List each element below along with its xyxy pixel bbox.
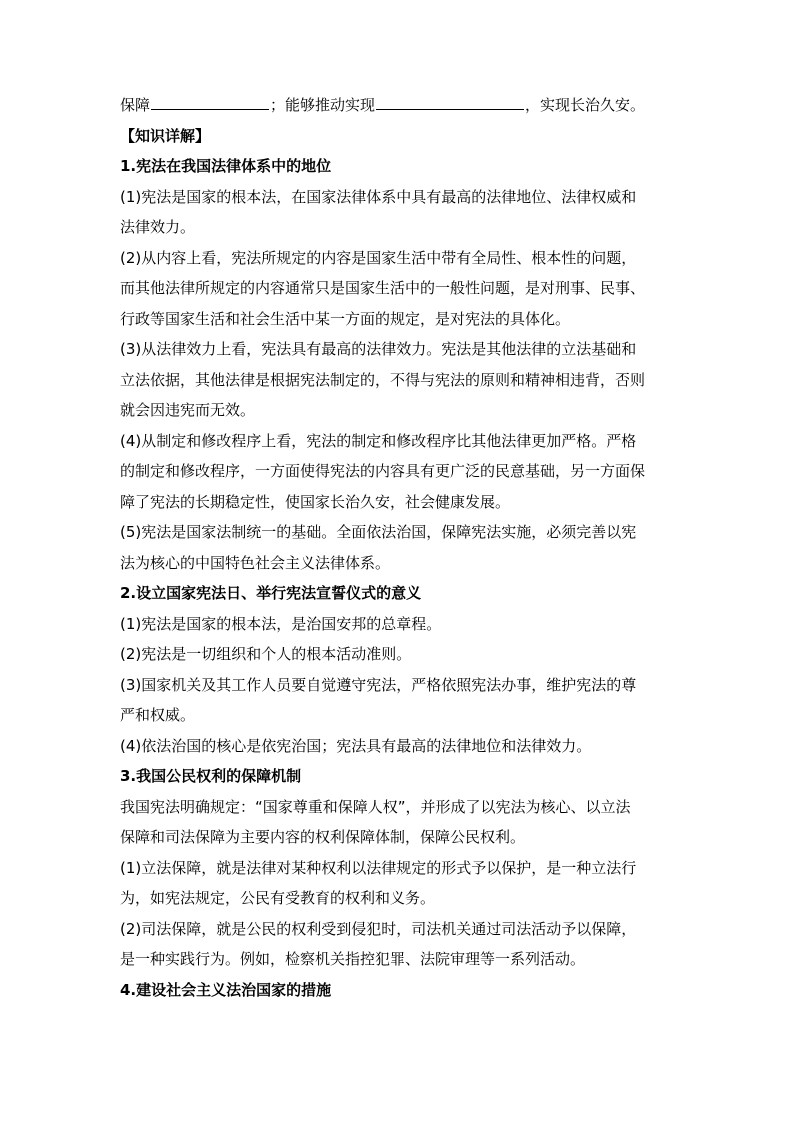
section-2-line: (1)宪法是国家的根本法，是治国安邦的总章程。 (120, 614, 442, 633)
section-3-line: 我国宪法明确规定：“国家尊重和保障人权”，并形成了以宪法为核心、以立法 (120, 797, 631, 816)
section-2-line: (4)依法治国的核心是依宪治国；宪法具有最高的法律地位和法律效力。 (120, 736, 592, 755)
section-1-line: (5)宪法是国家法制统一的基础。全面依法治国，保障宪法实施，必须完善以宪 (120, 523, 637, 541)
section-3-title: 3.我国公民权利的保障机制 (120, 767, 302, 785)
section-4-title: 4.建设社会主义法治国家的措施 (120, 980, 332, 999)
section-3-line: (2)司法保障，就是公民的权利受到侵犯时，司法机关通过司法活动予以保障， (120, 919, 637, 938)
section-1-line: (1)宪法是国家的根本法，在国家法律体系中具有最高的法律地位、法律权威和 (120, 187, 637, 206)
fill-blank-1 (151, 95, 269, 110)
section-2-line: (2)宪法是一切组织和个人的根本活动准则。 (120, 645, 412, 663)
section-3-line: 为，如宪法规定，公民有受教育的权利和义务。 (120, 889, 436, 907)
section-3-line: 是一种实践行为。例如，检察机关指控犯罪、法院审理等一系列活动。 (120, 950, 586, 968)
section-1-line: 就会因违宪而无效。 (120, 401, 256, 419)
section-1-line: 行政等国家生活和社会生活中某一方面的规定，是对宪法的具体化。 (120, 309, 571, 328)
section-header: 【知识详解】 (120, 126, 211, 145)
section-1-line: 法律效力。 (120, 218, 196, 236)
section-1-line: 法为核心的中国特色社会主义法律体系。 (120, 553, 391, 572)
section-1-line: (3)从法律效力上看，宪法具有最高的法律效力。宪法是其他法律的立法基础和 (120, 340, 637, 358)
section-2-line: (3)国家机关及其工作人员要自觉遵守宪法，严格依照宪法办事，维护宪法的尊 (120, 675, 637, 694)
intro-middle: ；能够推动实现 (270, 96, 376, 114)
section-1-line: (4)从制定和修改程序上看，宪法的制定和修改程序比其他法律更加严格。严格 (120, 431, 637, 450)
section-1-line: (2)从内容上看，宪法所规定的内容是国家生活中带有全局性、根本性的问题， (120, 248, 637, 267)
section-3-line: 保障和司法保障为主要内容的权利保障体制，保障公民权利。 (120, 828, 526, 846)
fill-blank-2 (376, 95, 524, 110)
section-1-line: 而其他法律所规定的内容通常只是国家生活中的一般性问题，是对刑事、民事、 (120, 279, 646, 297)
section-2-title: 2.设立国家宪法日、举行宪法宣誓仪式的意义 (120, 584, 422, 602)
section-1-title: 1.宪法在我国法律体系中的地位 (120, 157, 332, 175)
section-1-line: 的制定和修改程序，一方面使得宪法的内容具有更广泛的民意基础，另一方面保 (120, 462, 646, 480)
section-3-line: (1)立法保障，就是法律对某种权利以法律规定的形式予以保护，是一种立法行 (120, 858, 637, 877)
intro-prefix: 保障 (120, 96, 151, 114)
intro-suffix: ，实现长治久安。 (525, 96, 646, 114)
section-2-line: 严和权威。 (120, 706, 196, 724)
document-page (120, 90, 690, 1005)
section-1-line: 立法依据，其他法律是根据宪法制定的，不得与宪法的原则和精神相违背，否则 (120, 370, 646, 389)
section-1-line: 障了宪法的长期稳定性，使国家长治久安，社会健康发展。 (120, 492, 511, 511)
intro-line (120, 90, 690, 121)
